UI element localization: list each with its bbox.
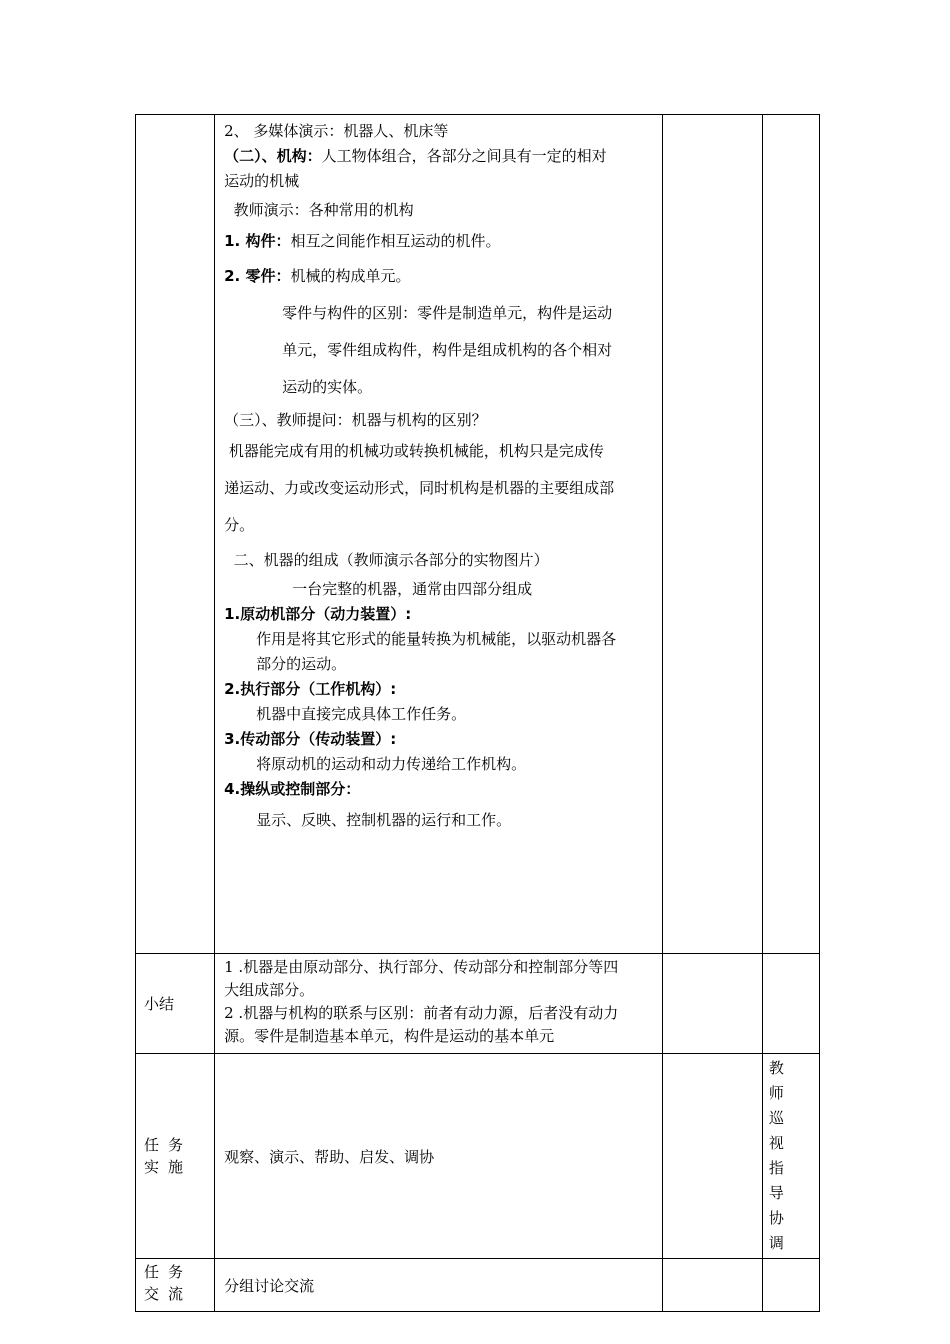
line: 运动的机械 [224, 172, 300, 190]
empty-cell [762, 954, 819, 1054]
line: 运动的实体。 [282, 378, 373, 396]
line: 1 .机器是由原动部分、执行部分、传动部分和控制部分等四 [224, 958, 619, 976]
summary-content [215, 954, 663, 1054]
summary-label: 小结 [136, 954, 215, 1054]
lesson-plan-table [135, 114, 820, 1312]
line: 二、机器的组成（教师演示各部分的实物图片） [224, 551, 549, 569]
line: 1.原动机部分（动力装置）: [224, 605, 412, 623]
implement-label [136, 1054, 215, 1259]
line: 单元，零件组成构件，构件是组成机构的各个相对 [282, 341, 613, 359]
implement-note-text: 教师巡视指导协调 [768, 1059, 792, 1252]
line: 4.操纵或控制部分： [224, 780, 361, 798]
exchange-row [136, 1259, 820, 1312]
line: 零件与构件的区别：零件是制造单元，构件是运动 [282, 304, 613, 322]
empty-cell [662, 1054, 762, 1259]
content-row [136, 115, 820, 954]
implement-row [136, 1054, 820, 1259]
line: 3.传动部分（传动装置）: [224, 730, 397, 748]
empty-cell [662, 115, 762, 954]
line: 机器中直接完成具体工作任务。 [256, 705, 467, 723]
line: 分。 [224, 516, 255, 534]
line: （二）、机构：人工物体组合，各部分之间具有一定的相对 [224, 147, 607, 165]
line: 2.执行部分（工作机构）: [224, 680, 397, 698]
line: 大组成部分。 [224, 981, 315, 999]
exchange-label-text: 任务交流 [144, 1263, 193, 1303]
empty-cell [662, 954, 762, 1054]
implement-note [762, 1054, 819, 1259]
line: 机器能完成有用的机械功或转换机械能，机构只是完成传 [224, 442, 604, 460]
empty-cell [662, 1259, 762, 1312]
empty-cell [762, 1259, 819, 1312]
exchange-content: 分组讨论交流 [215, 1259, 663, 1312]
line: 作用是将其它形式的能量转换为机械能，以驱动机器各 [256, 630, 617, 648]
main-content-cell [215, 115, 663, 954]
line: 源。零件是制造基本单元，构件是运动的基本单元 [224, 1027, 555, 1045]
line: 显示、反映、控制机器的运行和工作。 [256, 811, 512, 829]
line: 2. 零件：机械的构成单元。 [224, 267, 411, 285]
line: 2、 多媒体演示：机器人、机床等 [224, 122, 449, 140]
line: 一台完整的机器，通常由四部分组成 [292, 580, 533, 598]
line: 将原动机的运动和动力传递给工作机构。 [256, 755, 527, 773]
line: （三）、教师提问：机器与机构的区别？ [224, 411, 487, 429]
line: 教师演示：各种常用的机构 [224, 201, 414, 219]
implement-label-text: 任务实施 [144, 1136, 193, 1176]
line: 递运动、力或改变运动形式，同时机构是机器的主要组成部 [224, 479, 615, 497]
line: 部分的运动。 [256, 655, 347, 673]
empty-cell [762, 115, 819, 954]
implement-content: 观察、演示、帮助、启发、调协 [215, 1054, 663, 1259]
line: 1. 构件：相互之间能作相互运动的机件。 [224, 232, 501, 250]
line: 2 .机器与机构的联系与区别：前者有动力源，后者没有动力 [224, 1004, 619, 1022]
row-label-empty [136, 115, 215, 954]
exchange-label [136, 1259, 215, 1312]
summary-row [136, 954, 820, 1054]
